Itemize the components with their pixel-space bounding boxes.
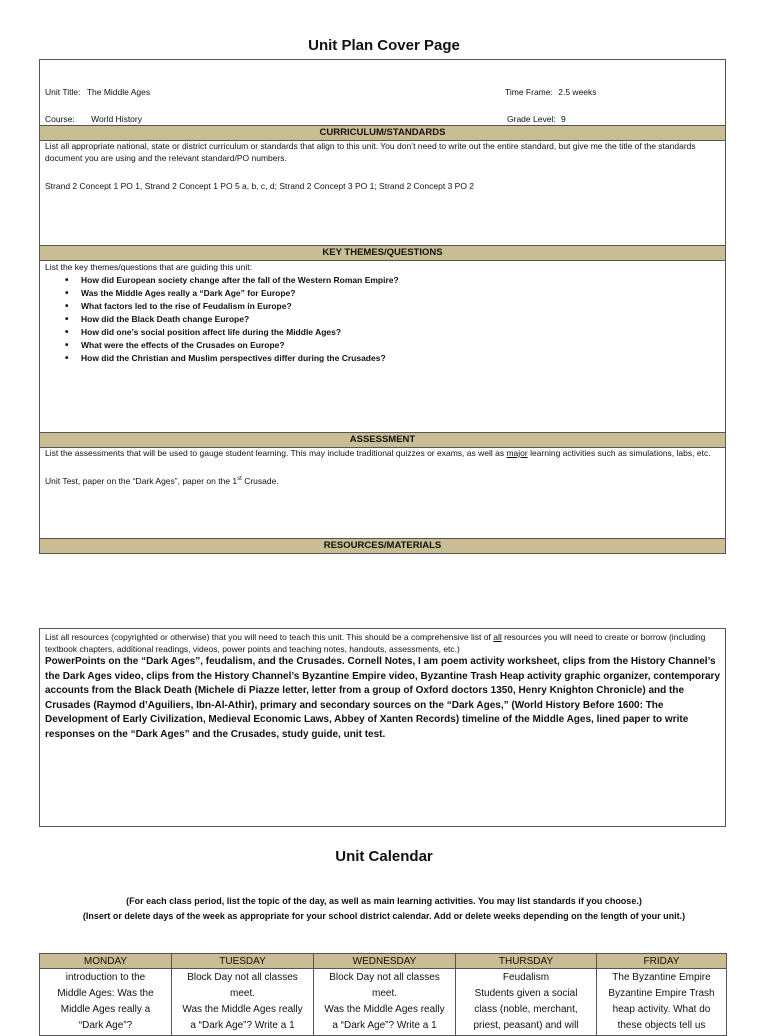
assessment-instructions-tail: learning activities such as simulations, labs, etc. bbox=[527, 448, 711, 458]
assessment-instructions-text: List the assessments that will be used to gauge student learning. This may include traditional quizzes or exams, as well as bbox=[45, 448, 507, 458]
grade-level-label: Grade Level: bbox=[507, 114, 556, 124]
calendar-cell-tuesday bbox=[172, 969, 314, 1036]
cell-line: Was the Middle Ages really bbox=[324, 1004, 445, 1015]
calendar-note-1: (For each class period, list the topic of the day, as well as main learning activities. You may list standards if you choose.) bbox=[126, 896, 642, 906]
resources-instructions-tail: resources you will need to create or borrow (including textbook chapters, additional readings, videos, power points and teaching notes, handouts, assessments, etc.) bbox=[45, 632, 706, 654]
list-item: • How did the Christian and Muslim perspectives differ during the Crusades? bbox=[81, 352, 721, 365]
calendar-week-row bbox=[40, 969, 727, 1036]
course-label: Course: bbox=[45, 114, 75, 124]
cell-line: Block Day not all classes bbox=[329, 972, 440, 983]
cell-line: these objects tell us bbox=[617, 1020, 706, 1031]
resources-heading: RESOURCES/MATERIALS bbox=[40, 538, 725, 554]
cell-line: heap activity. What do bbox=[612, 1004, 711, 1015]
themes-heading: KEY THEMES/QUESTIONS bbox=[40, 245, 725, 261]
resources-instructions-emphasis: all bbox=[493, 632, 502, 642]
cell-line: Byzantine Empire Trash bbox=[608, 988, 715, 999]
day-header-monday: MONDAY bbox=[40, 954, 172, 969]
unit-title-value: The Middle Ages bbox=[86, 87, 151, 97]
cell-line: Students given a social bbox=[474, 988, 578, 999]
calendar-title: Unit Calendar bbox=[335, 848, 433, 865]
grade-level-field bbox=[507, 113, 566, 125]
cell-line: a “Dark Age”? Write a 1 bbox=[190, 1020, 295, 1031]
resources-text: PowerPoints on the “Dark Ages”, feudalism, and the Crusades. Cornell Notes, I am poem activity worksheet, clips from the History Channel’s the Dark Ages video, clips from the History Channel’s Byzantine Empire video, Byzantine Trash Heap activity graphic organizer, contemporary accounts from the Black Death (Michele di Piazze letter, letter from a group of Oxford doctors 1350, Henry Knighton Chronicle) and the Crusades (Raymod d’Aguiliers, Ibn-Al-Athir), primary and secondary sources on the “Dark Ages,” (World History Before 1600: The Development of Early Civilization, Medieval Economic Laws, Abbey of Xanten Records) timeline of the Middle Ages, lined paper to write responses on the “Dark Ages” and the Crusades, study guide, unit test. bbox=[45, 656, 720, 740]
day-header-friday: FRIDAY bbox=[597, 954, 727, 969]
cell-line: class (noble, merchant, bbox=[474, 1004, 578, 1015]
time-frame-label: Time Frame: bbox=[505, 87, 553, 97]
course-value: World History bbox=[91, 114, 142, 124]
themes-list bbox=[45, 274, 721, 365]
day-header-thursday: THURSDAY bbox=[456, 954, 597, 969]
curriculum-instructions: List all appropriate national, state or district curriculum or standards that align to this unit. You don’t need to write out the entire standard, but give me the title of the standards document you are using and the relevant standard/PO numbers. bbox=[45, 141, 696, 163]
cell-line: Was the Middle Ages really bbox=[182, 1004, 303, 1015]
day-header-tuesday: TUESDAY bbox=[172, 954, 314, 969]
cell-line: a “Dark Age”? Write a 1 bbox=[332, 1020, 437, 1031]
assessment-instructions bbox=[45, 447, 717, 459]
assessment-text-tail: Crusade. bbox=[241, 475, 279, 486]
calendar-cell-thursday bbox=[456, 969, 597, 1036]
resources-box bbox=[39, 628, 726, 827]
cell-line: Block Day not all classes bbox=[187, 972, 298, 983]
list-item: • What were the effects of the Crusades on Europe? bbox=[81, 339, 721, 352]
cell-line: Middle Ages: Was the bbox=[57, 988, 154, 999]
time-frame-field bbox=[505, 86, 597, 98]
calendar-cell-friday bbox=[597, 969, 727, 1036]
assessment-text-main: Unit Test, paper on the “Dark Ages”, paper on the 1 bbox=[45, 475, 238, 486]
assessment-text-superscript: st bbox=[237, 476, 242, 482]
day-header-wednesday: WEDNESDAY bbox=[314, 954, 456, 969]
course-field bbox=[45, 113, 142, 125]
list-item: • How did European society change after the fall of the Western Roman Empire? bbox=[81, 274, 721, 287]
unit-title-field bbox=[45, 86, 150, 98]
list-item: • How did one’s social position affect life during the Middle Ages? bbox=[81, 326, 721, 339]
resources-instructions-text: List all resources (copyrighted or otherwise) that you will need to teach this unit. This should be a comprehensive list of bbox=[45, 632, 494, 642]
cell-line: The Byzantine Empire bbox=[612, 972, 711, 983]
calendar-cell-wednesday bbox=[314, 969, 456, 1036]
calendar-cell-monday bbox=[40, 969, 172, 1036]
unit-plan-form bbox=[39, 59, 726, 554]
cell-line: “Dark Age”? bbox=[78, 1020, 133, 1031]
time-frame-value: 2.5 weeks bbox=[558, 87, 597, 97]
assessment-instructions-emphasis: major bbox=[506, 448, 528, 458]
cell-line: priest, peasant) and will bbox=[473, 1020, 579, 1031]
list-item: • Was the Middle Ages really a “Dark Age” for Europe? bbox=[81, 287, 721, 300]
calendar-header-row bbox=[40, 954, 727, 969]
themes-intro: List the key themes/questions that are guiding this unit: bbox=[45, 262, 252, 272]
cell-line: Middle Ages really a bbox=[60, 1004, 151, 1015]
calendar-note-2: (Insert or delete days of the week as appropriate for your school district calendar. Add or delete weeks depending on the length of your unit.) bbox=[82, 911, 686, 921]
assessment-text bbox=[45, 473, 717, 487]
cell-line: Feudalism bbox=[502, 972, 550, 983]
cell-line: introduction to the bbox=[65, 972, 146, 983]
curriculum-heading: CURRICULUM/STANDARDS bbox=[40, 125, 725, 141]
page-title: Unit Plan Cover Page bbox=[308, 37, 460, 54]
resources-instructions bbox=[45, 631, 717, 655]
cell-line: meet. bbox=[229, 988, 255, 999]
cell-line: meet. bbox=[371, 988, 397, 999]
list-item: • What factors led to the rise of Feudalism in Europe? bbox=[81, 300, 721, 313]
curriculum-standards: Strand 2 Concept 1 PO 1, Strand 2 Concept 1 PO 5 a, b, c, d; Strand 2 Concept 3 PO 1; Strand 2 Concept 3 PO 2 bbox=[45, 181, 475, 191]
grade-level-value: 9 bbox=[561, 114, 566, 124]
list-item: • How did the Black Death change Europe? bbox=[81, 313, 721, 326]
unit-title-label: Unit Title: bbox=[45, 87, 81, 97]
assessment-heading: ASSESSMENT bbox=[40, 432, 725, 448]
